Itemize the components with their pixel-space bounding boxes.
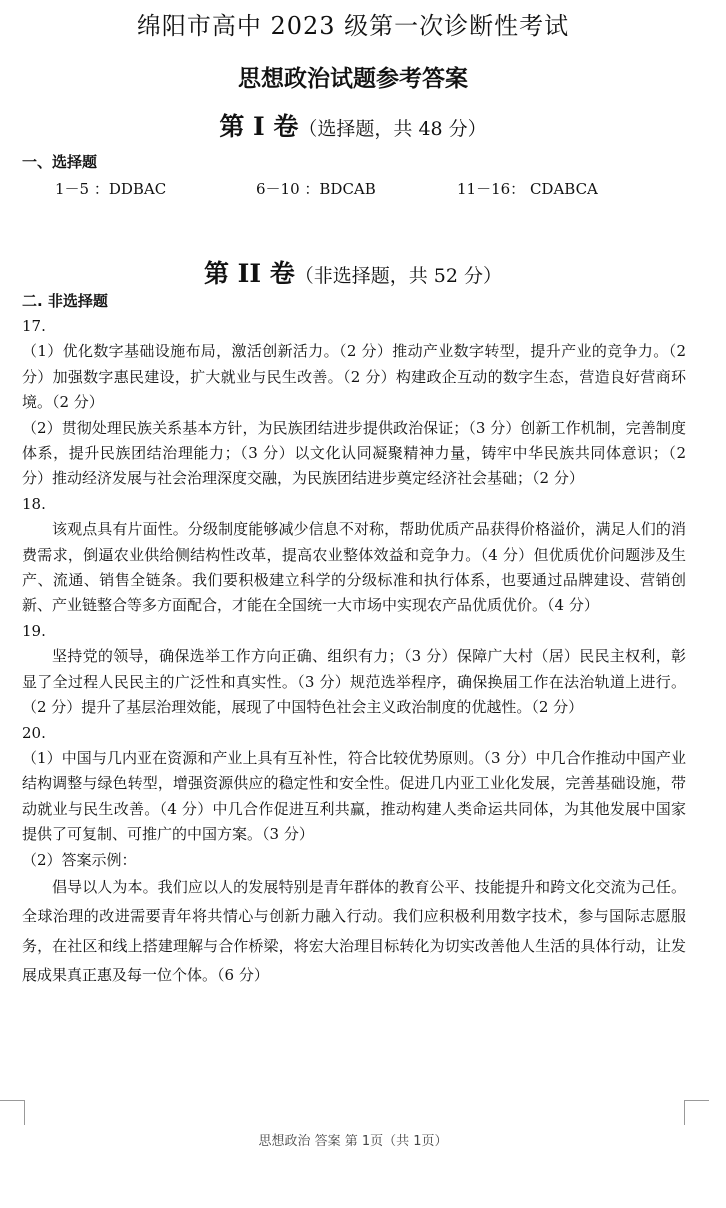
question-18-answer: 该观点具有片面性。分级制度能够减少信息不对称，帮助优质产品获得价格溢价，满足人们的消费需求，倒逼农业供给侧结构性改革，提高农业整体效益和竞争力。（4 分）但优质优价问题涉及生产、流通、销售全链条。我们要积极建立科学的分级标准和执行体系，也要通过品牌建设、营销创新、产业链整合等多方面配合，才能在全国统一大市场中实现农产品优质优价。（4 分） [22,520,686,615]
question-18-number: 18. [22,494,46,513]
question-19-answer: 坚持党的领导，确保选举工作方向正确、组织有力；（3 分）保障广大村（居）民民主权利，彰显了全过程人民民主的广泛性和真实性。（3 分）规范选举程序，确保换届工作在法治轨道上进行。（2 分）提升了基层治理效能，展现了中国特色社会主义政治制度的优越性。（2 分） [22,647,686,717]
volume-1-desc: （选择题，共 48 分） [298,118,487,140]
question-20-part-2-answer: 倡导以人为本。我们应以人的发展特别是青年群体的教育公平、技能提升和跨文化交流为己任。全球治理的改进需要青年将共情心与创新力融入行动。我们应积极利用数字技术，参与国际志愿服务，在社区和线上搭建理解与合作桥梁，将宏大治理目标转化为切实改善他人生活的具体行动，让发展成果真正惠及每一位个体。（6 分） [22,877,686,985]
volume-1-name: 第 I 卷 [219,112,299,141]
question-17-number: 17. [22,317,46,335]
essay-answers [22,314,686,991]
crop-mark-left [0,1100,25,1125]
choice-answer-group: 6－10 ：BDCAB [256,180,376,198]
section-1-title: 一、选择题 [22,153,98,171]
choice-answers-row [0,178,726,200]
volume-2-desc: （非选择题，共 52 分） [294,265,503,287]
volume-1-heading [0,107,706,143]
document-subtitle: 思想政治试题参考答案 [238,65,468,92]
choice-answer-group: 11－16： CDABCA [457,180,598,198]
question-20-part-1: （1）中国与几内亚在资源和产业上具有互补性，符合比较优势原则。（3 分）中几合作推动中国产业结构调整与绿色转型，增强资源供应的稳定性和安全性。促进几内亚工业化发展，完善基础设施，带动就业与民生改善。（4 分）中几合作促进互利共赢，推动构建人类命运共同体，为其他发展中国家提供了可复制、可推广的中国方案。（3 分） [22,748,686,844]
exam-title: 绵阳市高中 2023 级第一次诊断性考试 [136,12,570,40]
choice-answer-group: 1－5 ：DDBAC [55,180,167,198]
question-17-part-1: （1）优化数字基础设施布局，激活创新活力。（2 分）推动产业数字转型，提升产业的竞争力。（2 分）加强数字惠民建设，扩大就业与民生改善。（2 分）构建政企互动的数字生态，营造良好营商环境。（2 分） [22,342,686,412]
page-footer: 思想政治 答案 第 1页（共 1页） [258,1134,448,1149]
question-17-part-2: （2）贯彻处理民族关系基本方针，为民族团结进步提供政治保证；（3 分）创新工作机制，完善制度体系，提升民族团结治理能力；（3 分）以文化认同凝聚精神力量，铸牢中华民族共同体意识；（2 分）推动经济发展与社会治理深度交融，为民族团结进步奠定经济社会基础；（2 分） [22,418,686,488]
crop-mark-right [684,1100,709,1125]
question-20-part-2-label: （2）答案示例： [22,850,137,869]
volume-2-heading [0,254,706,290]
question-20-number: 20. [22,723,46,742]
section-2-title: 二. 非选择题 [22,292,108,310]
question-19-number: 19. [22,621,46,640]
volume-2-name: 第 II 卷 [203,259,295,288]
